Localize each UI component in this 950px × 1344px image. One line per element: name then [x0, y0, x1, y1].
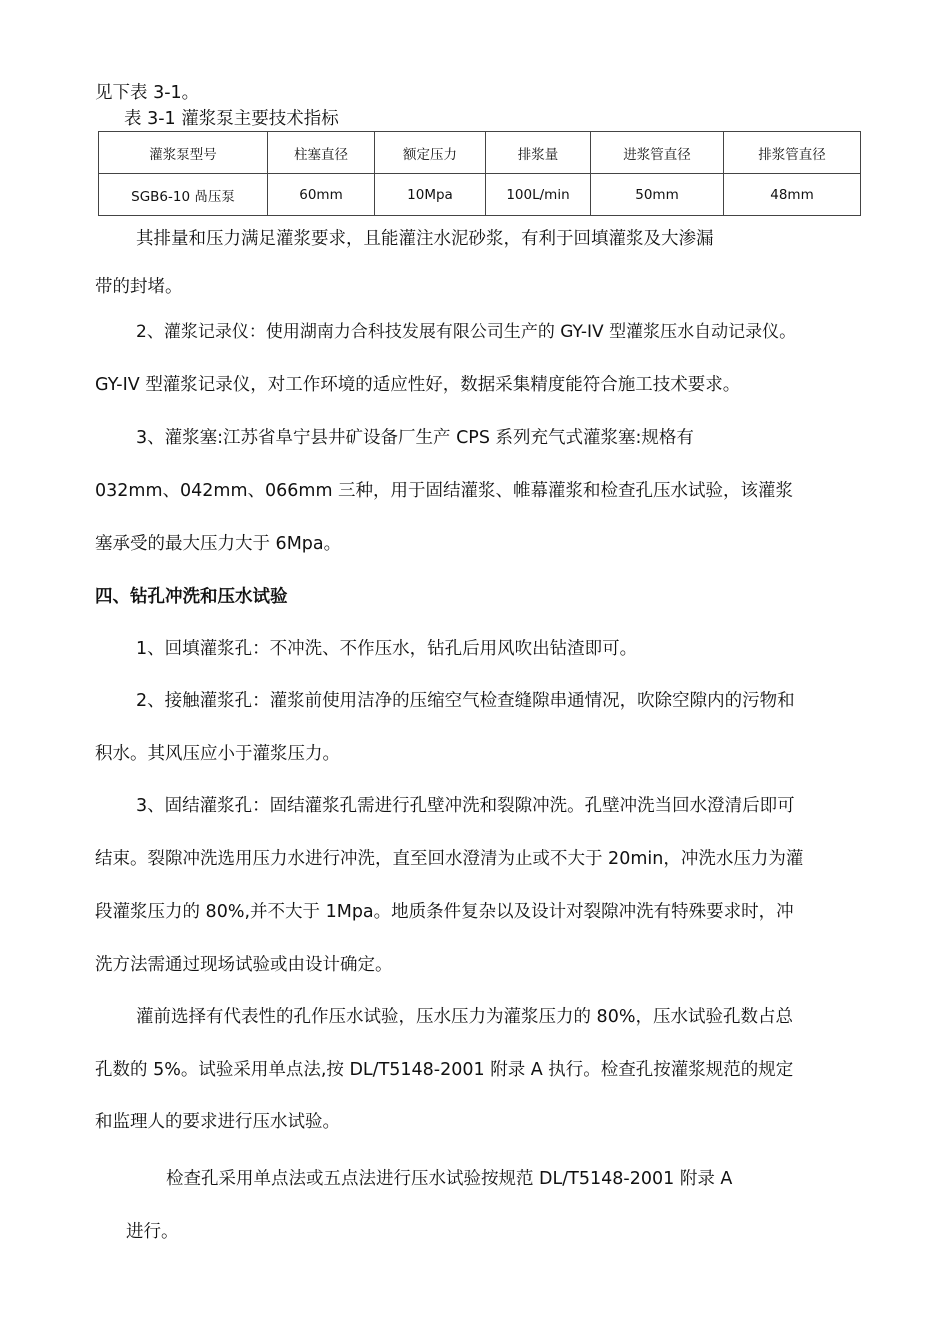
paragraph-line: 2、灌浆记录仪：使用湖南力合科技发展有限公司生产的 GY-IV 型灌浆压水自动记录仪。	[136, 322, 797, 342]
paragraph-line: 孔数的 5%。试验采用单点法,按 DL/T5148-2001 附录 A 执行。检查孔按灌浆规范的规定	[95, 1060, 794, 1080]
intro-line: 见下表 3-1。	[95, 83, 200, 103]
section-heading: 四、钻孔冲洗和压水试验	[95, 587, 288, 607]
cell-discharge: 100L/min	[486, 174, 591, 216]
paragraph-line: 塞承受的最大压力大于 6Mpa。	[95, 534, 342, 554]
header-outlet-diameter: 排浆管直径	[724, 132, 861, 174]
spec-table	[98, 131, 861, 216]
paragraph-line: 积水。其风压应小于灌浆压力。	[95, 744, 340, 764]
paragraph-line: 3、固结灌浆孔：固结灌浆孔需进行孔壁冲洗和裂隙冲洗。孔壁冲洗当回水澄清后即可	[136, 796, 795, 816]
paragraph-line: 其排量和压力满足灌浆要求，且能灌注水泥砂浆，有利于回填灌浆及大渗漏	[136, 229, 714, 249]
header-plunger-diameter: 柱塞直径	[268, 132, 375, 174]
paragraph-line: 段灌浆压力的 80%,并不大于 1Mpa。地质条件复杂以及设计对裂隙冲洗有特殊要求时，冲	[95, 902, 794, 922]
table-caption: 表 3-1 灌浆泵主要技术指标	[124, 109, 339, 129]
header-discharge: 排浆量	[486, 132, 591, 174]
paragraph-line: 032mm、042mm、066mm 三种，用于固结灌浆、帷幕灌浆和检查孔压水试验，该灌浆	[95, 481, 794, 501]
paragraph-line: 1、回填灌浆孔：不冲洗、不作压水，钻孔后用风吹出钻渣即可。	[136, 639, 638, 659]
paragraph-line: 灌前选择有代表性的孔作压水试验，压水压力为灌浆压力的 80%，压水试验孔数占总	[136, 1007, 793, 1027]
paragraph-line: 洗方法需通过现场试验或由设计确定。	[95, 955, 393, 975]
paragraph-line: 2、接触灌浆孔：灌浆前使用洁净的压缩空气检查缝隙串通情况，吹除空隙内的污物和	[136, 691, 795, 711]
cell-pump-model: SGB6-10 咼压泵	[99, 174, 268, 216]
header-inlet-diameter: 进浆管直径	[591, 132, 724, 174]
header-pump-model: 灌浆泵型号	[99, 132, 268, 174]
paragraph-line: 结束。裂隙冲洗选用压力水进行冲洗，直至回水澄清为止或不大于 20min，冲洗水压力为灌	[95, 849, 804, 869]
paragraph-line: 检查孔采用单点法或五点法进行压水试验按规范 DL/T5148-2001 附录 A	[166, 1169, 733, 1189]
paragraph-line: 和监理人的要求进行压水试验。	[95, 1112, 340, 1132]
paragraph-line: 带的封堵。	[95, 277, 183, 297]
cell-rated-pressure: 10Mpa	[375, 174, 486, 216]
table-row	[99, 174, 861, 216]
cell-plunger-diameter: 60mm	[268, 174, 375, 216]
cell-inlet-diameter: 50mm	[591, 174, 724, 216]
paragraph-line: GY-IV 型灌浆记录仪，对工作环境的适应性好，数据采集精度能符合施工技术要求。	[95, 375, 741, 395]
paragraph-line: 3、灌浆塞:江苏省阜宁县井矿设备厂生产 CPS 系列充气式灌浆塞:规格有	[136, 428, 694, 448]
paragraph-line: 进行。	[126, 1222, 179, 1242]
header-rated-pressure: 额定压力	[375, 132, 486, 174]
cell-outlet-diameter: 48mm	[724, 174, 861, 216]
table-header-row	[99, 132, 861, 174]
